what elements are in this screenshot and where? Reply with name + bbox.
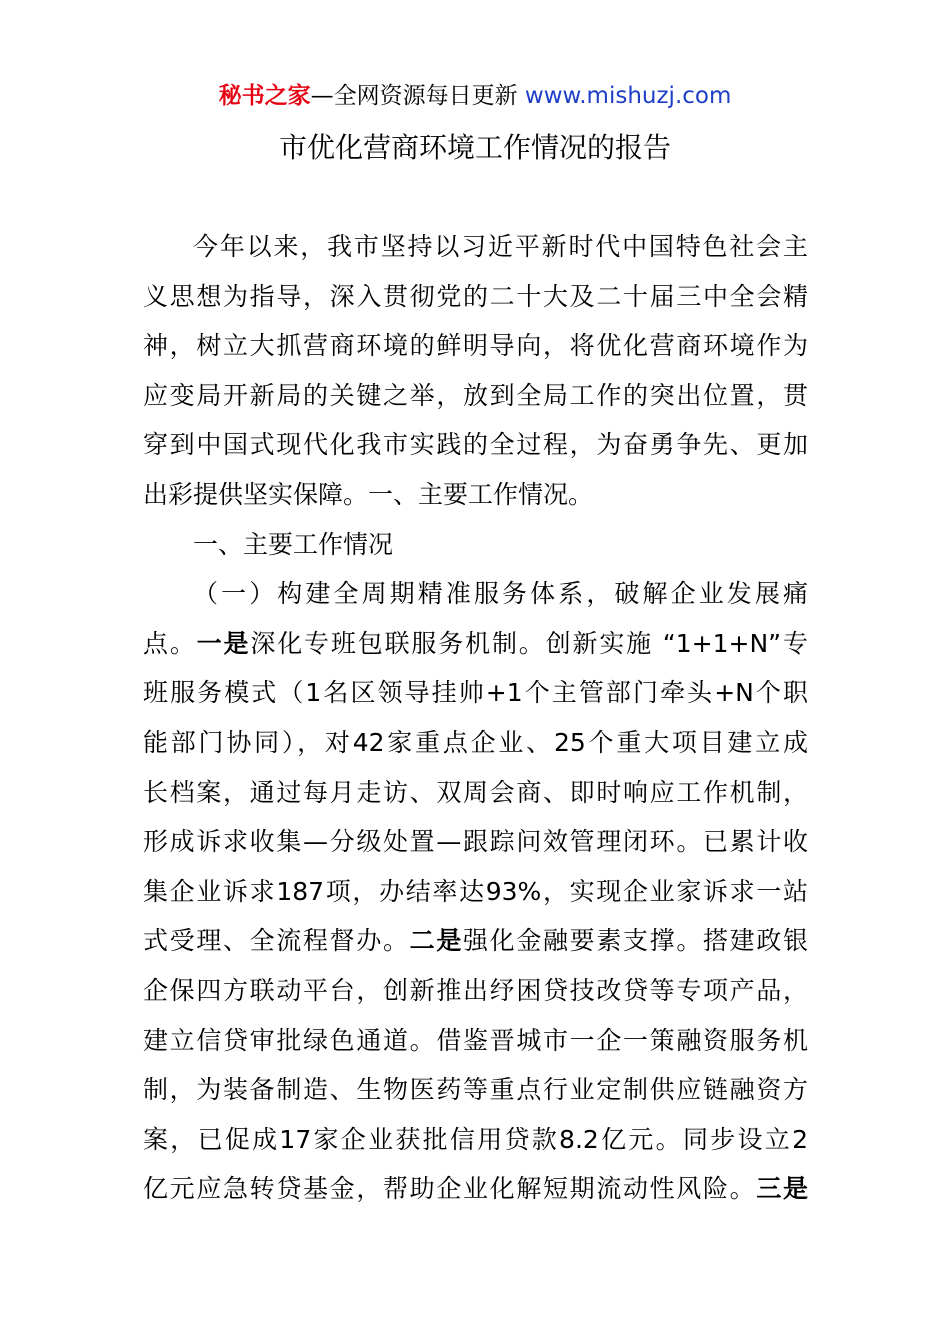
text-line: 集企业诉求187项，办结率达93%，实现企业家诉求一站	[143, 876, 808, 906]
text-line	[143, 619, 808, 669]
text-fragment: 点。	[143, 628, 197, 658]
text-line: 神，树立大抓营商环境的鲜明导向，将优化营商环境作为	[143, 331, 808, 361]
text-line: 建立信贷审批绿色通道。借鉴晋城市一企一策融资服务机	[143, 1025, 808, 1055]
brand-name: 秘书之家	[218, 83, 311, 109]
text-line: 长档案，通过每月走访、双周会商、即时响应工作机制，	[143, 777, 808, 807]
text-fragment: 强化金融要素支撑。搭建政银	[463, 926, 808, 956]
bold-marker: 三是	[756, 1174, 808, 1204]
text-line: 能部门协同），对42家重点企业、25个重大项目建立成	[143, 727, 808, 757]
document-title: 市优化营商环境工作情况的报告	[278, 131, 671, 164]
text-fragment: 式受理、全流程督办。	[143, 926, 410, 956]
text-line	[143, 916, 808, 966]
section-heading: 一、主要工作情况	[193, 529, 394, 559]
text-line	[143, 1164, 808, 1214]
text-line: 班服务模式（1名区领导挂帅+1个主管部门牵头+N个职	[143, 678, 808, 708]
text-line: 穿到中国式现代化我市实践的全过程，为奋勇争先、更加	[143, 430, 808, 460]
text-fragment: 深化专班包联服务机制。创新实施 “1+1+N”专	[250, 628, 808, 658]
text-line: 制，为装备制造、生物医药等重点行业定制供应链融资方	[143, 1075, 808, 1105]
text-line: 义思想为指导，深入贯彻党的二十大及二十届三中全会精	[143, 281, 808, 311]
document-body	[143, 222, 808, 1214]
text-line: 企保四方联动平台，创新推出纾困贷技改贷等专项产品，	[143, 975, 808, 1005]
text-line: 今年以来，我市坚持以习近平新时代中国特色社会主	[193, 232, 808, 261]
bold-marker: 二是	[409, 926, 463, 956]
subsection-heading: （一）构建全周期精准服务体系，破解企业发展痛	[193, 579, 808, 609]
text-line: 出彩提供坚实保障。一、主要工作情况。	[143, 479, 594, 509]
header-slogan: —全网资源每日更新	[310, 83, 518, 109]
site-header	[0, 80, 950, 112]
text-line: 应变局开新局的关键之举，放到全局工作的突出位置，贯	[143, 380, 808, 410]
text-fragment: 亿元应急转贷基金，帮助企业化解短期流动性风险。	[143, 1174, 757, 1204]
text-line: 形成诉求收集—分级处置—跟踪问效管理闭环。已累计收	[143, 827, 808, 857]
site-url[interactable]: www.mishuzj.com	[524, 83, 732, 109]
bold-marker: 一是	[196, 628, 251, 658]
text-line: 案，已促成17家企业获批信用贷款8.2亿元。同步设立2	[143, 1124, 808, 1154]
